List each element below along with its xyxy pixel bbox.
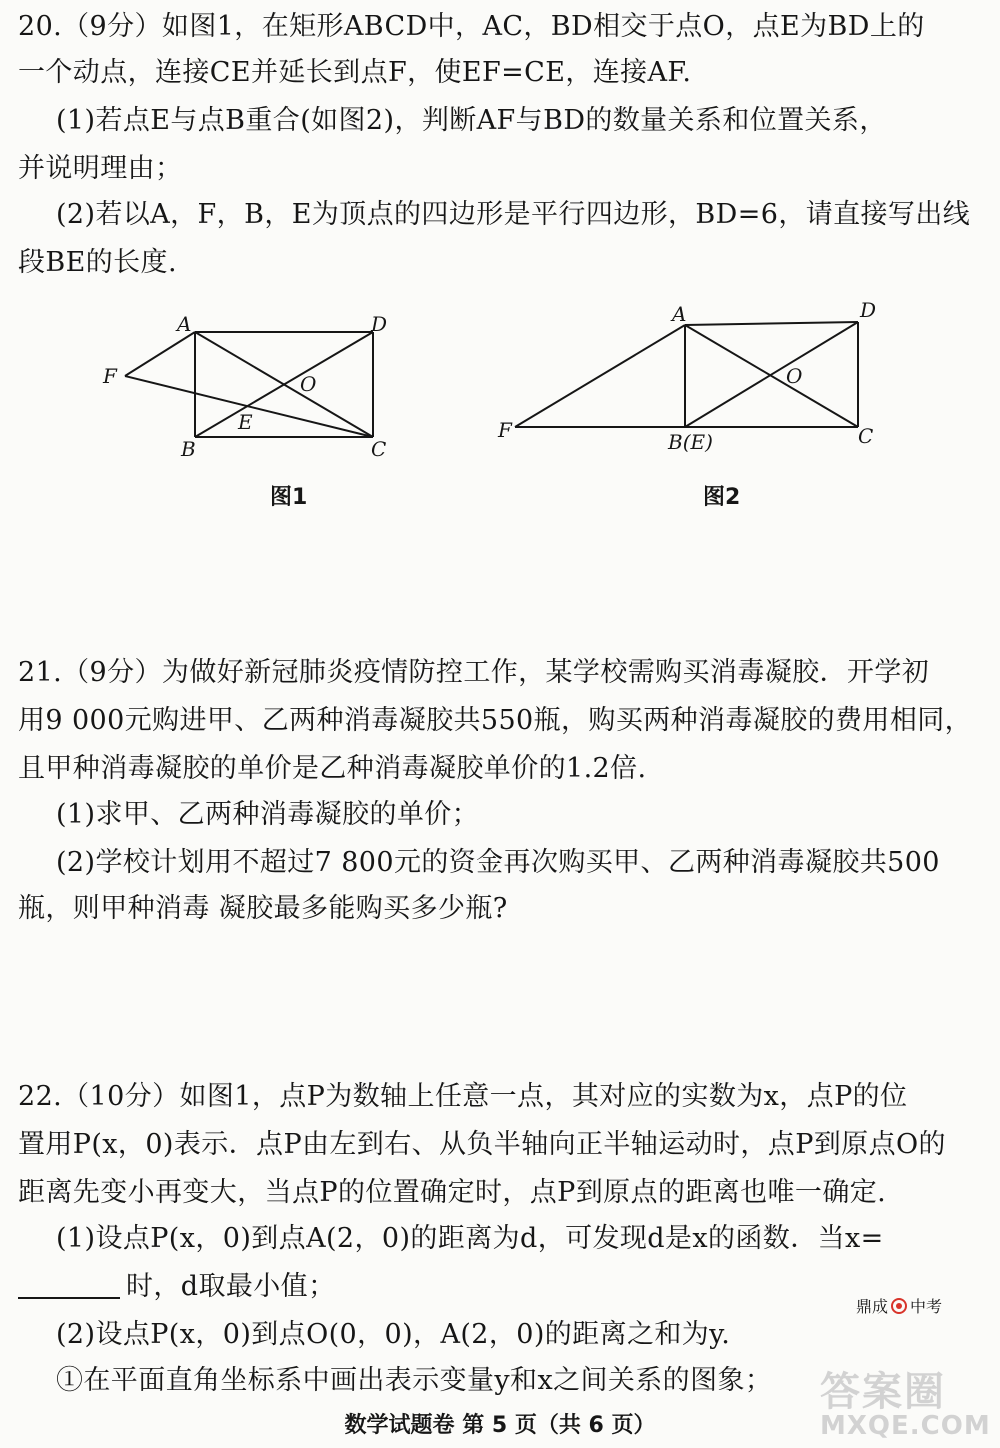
fig1-label-b: B xyxy=(181,437,196,461)
watermark-url: MXQE.COM xyxy=(820,1411,991,1441)
fig2-label-f: F xyxy=(498,418,512,442)
q22-line-5: 时，d取最小值； xyxy=(126,1271,336,1302)
q22-part-2: (2)设点P(x，0)到点O(0，0)，A(2，0)的距离之和为y. xyxy=(56,1319,731,1350)
answer-blank[interactable] xyxy=(18,1297,120,1299)
q22-line-1: 22.（10分）如图1，点P为数轴上任意一点，其对应的实数为x，点P的位 xyxy=(18,1081,908,1112)
watermark-title: 答案圈 xyxy=(820,1369,946,1415)
figure-1-diagram xyxy=(95,305,415,465)
fig2-label-d: D xyxy=(860,298,877,322)
fig1-label-a: A xyxy=(177,312,192,336)
fig1-label-d: D xyxy=(371,312,388,336)
q20-line-2: 一个动点，连接CE并延长到点F，使EF=CE，连接AF. xyxy=(18,57,692,88)
fig2-side-ad xyxy=(685,322,858,325)
q21-line-1: 21.（9分）为做好新冠肺炎疫情防控工作，某学校需购买消毒凝胶．开学初 xyxy=(18,657,930,688)
target-icon xyxy=(891,1298,907,1314)
q20-part-2: (2)若以A，F，B，E为顶点的四边形是平行四边形，BD=6，请直接写出线 xyxy=(56,199,971,230)
figure-1-caption: 图1 xyxy=(270,485,308,510)
fig2-label-b: B(E) xyxy=(668,430,713,454)
q21-part-1: (1)求甲、乙两种消毒凝胶的单价； xyxy=(56,799,480,830)
figure-2-caption: 图2 xyxy=(703,485,741,510)
q22-part-2-sub-1: ①在平面直角坐标系中画出表示变量y和x之间关系的图象； xyxy=(56,1365,773,1396)
q20-part-1: (1)若点E与点B重合(如图2)，判断AF与BD的数量关系和位置关系， xyxy=(56,105,887,136)
fig2-label-o: O xyxy=(786,364,803,388)
q21-line-3: 且甲种消毒凝胶的单价是乙种消毒凝胶单价的1.2倍. xyxy=(18,753,647,784)
fig2-label-c: C xyxy=(858,424,874,448)
q22-part-1: (1)设点P(x，0)到点A(2，0)的距离为d，可发现d是x的函数．当x= xyxy=(56,1223,884,1254)
fig1-segment-af xyxy=(125,332,195,376)
figure-2-diagram xyxy=(490,295,890,465)
brand-left: 鼎成 xyxy=(856,1297,889,1316)
q21-line-2: 用9 000元购进甲、乙两种消毒凝胶共550瓶，购买两种消毒凝胶的费用相同， xyxy=(18,705,973,736)
fig1-label-o: O xyxy=(300,372,317,396)
q20-line-6: 段BE的长度. xyxy=(18,247,177,278)
q21-part-2: (2)学校计划用不超过7 800元的资金再次购买甲、乙两种消毒凝胶共500 xyxy=(56,847,940,878)
q22-line-3: 距离先变小再变大，当点P的位置确定时，点P到原点的距离也唯一确定. xyxy=(18,1177,887,1208)
q20-line-1: 20.（9分）如图1，在矩形ABCD中，AC，BD相交于点O，点E为BD上的 xyxy=(18,11,925,42)
fig1-label-e: E xyxy=(238,410,253,434)
fig1-label-f: F xyxy=(103,364,117,388)
q22-line-2: 置用P(x，0)表示．点P由左到右、从负半轴向正半轴运动时，点P到原点O的 xyxy=(18,1129,946,1160)
q21-line-6: 瓶，则甲种消毒 凝胶最多能购买多少瓶? xyxy=(18,893,508,924)
fig2-label-a: A xyxy=(672,302,687,326)
fig1-label-c: C xyxy=(371,437,387,461)
brand-logo xyxy=(856,1294,942,1317)
fig2-segment-af xyxy=(515,325,685,427)
page-footer: 数学试题卷 第 5 页（共 6 页） xyxy=(344,1413,656,1438)
brand-right: 中考 xyxy=(910,1297,943,1316)
q20-line-4: 并说明理由； xyxy=(18,153,183,184)
